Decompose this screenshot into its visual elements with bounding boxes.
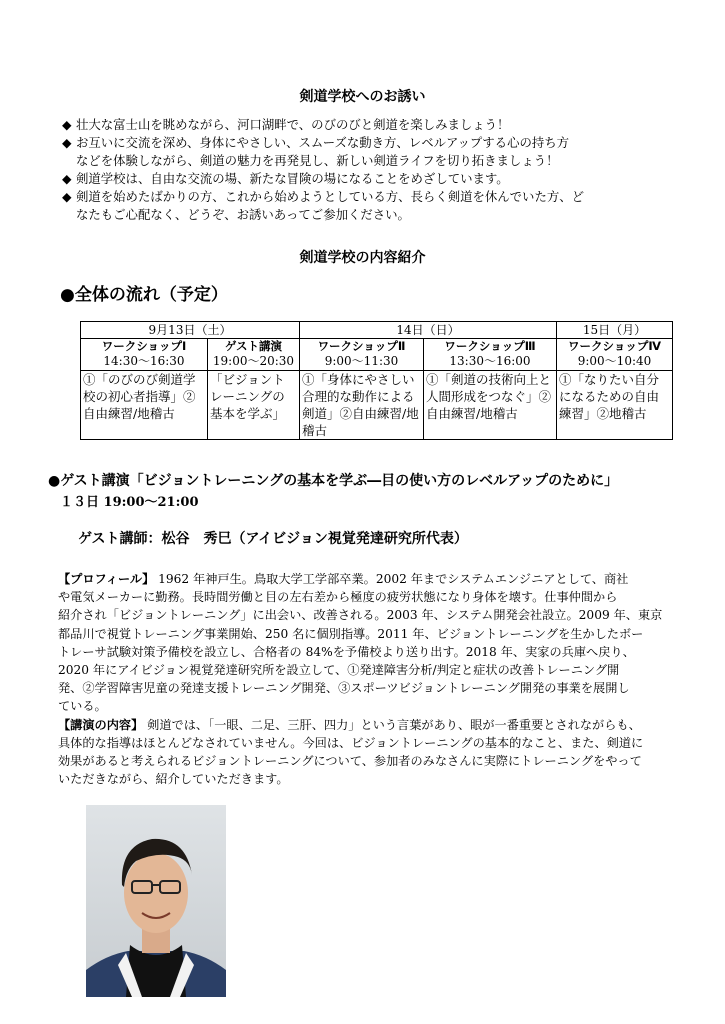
session-name: ゲスト講演 bbox=[224, 339, 283, 353]
bullet-text: お互いに交流を深め、身体にやさしい、スムーズな動き方、レベルアップする心の持ち方 bbox=[76, 135, 570, 150]
session-time: 9:00〜11:30 bbox=[324, 354, 399, 368]
lecture-label: 【講演の内容】 bbox=[58, 717, 144, 732]
profile-line: ている。 bbox=[58, 699, 107, 714]
day-header: 15日（月） bbox=[557, 322, 673, 339]
session-time: 13:30〜16:00 bbox=[449, 354, 531, 368]
session-content: 「ビジョントレーニングの基本を学ぶ」 bbox=[208, 371, 300, 440]
session-name: ワークショップⅡ bbox=[317, 339, 406, 353]
invite-bullet-line bbox=[62, 188, 672, 206]
invite-bullet-line: などを体験しながら、剣道の魅力を再発見し、新しい剣道ライフを切り拓きましょう！ bbox=[76, 153, 559, 168]
profile-line: トレーサ試験対策予備校を設立し、合格者の 84%を予備校より送り出す。2018 年、実家の兵庫へ戻り、 bbox=[58, 644, 635, 659]
diamond-bullet-icon: ◆ bbox=[62, 189, 72, 204]
session-time: 9:00〜10:40 bbox=[577, 354, 652, 368]
guest-time: １３日 19:00〜21:00 bbox=[60, 495, 199, 510]
lecturer-photo bbox=[86, 805, 226, 997]
invite-bullet-line bbox=[62, 170, 672, 188]
guest-lecturer: ゲスト講師：松谷 秀巳（アイビジョン視覚発達研究所代表） bbox=[78, 531, 468, 547]
bullet-text: 剣道を始めたばかりの方、これから始めようとしている方、長らく剣道を休んでいた方、ど bbox=[76, 189, 585, 204]
session-time: 19:00〜20:30 bbox=[212, 354, 295, 368]
profile-line: 紹介され「ビジョントレーニング」に出会い、改善される。2003 年、システム開発会社設立。2009 年、東京 bbox=[58, 608, 663, 623]
profile-text bbox=[58, 570, 668, 788]
invite-bullet-line bbox=[62, 116, 672, 134]
lecture-line: 効果があると考えられるビジョントレーニングについて、参加者のみなさんに実際にトレーニングをやって bbox=[58, 754, 642, 769]
guest-heading: ●ゲスト講演「ビジョントレーニングの基本を学ぶ―目の使い方のレベルアップのために」 bbox=[48, 473, 619, 489]
profile-line: 1962 年神戸生。鳥取大学工学部卒業。2002 年までシステムエンジニアとして、商社 bbox=[154, 572, 629, 586]
lecture-line: 具体的な指導はほとんどなされていません。今回は、ビジョントレーニングの基本的なこと、また、剣道に bbox=[58, 735, 644, 750]
session-header bbox=[424, 339, 557, 371]
profile-line: 都品川で視覚トレーニング事業開始、250 名に個別指導。2011 年、ビジョントレーニングを生かしたボー bbox=[58, 626, 644, 641]
diamond-bullet-icon: ◆ bbox=[62, 135, 72, 150]
session-content: ①「なりたい自分になるための自由練習」②地稽古 bbox=[557, 371, 673, 440]
diamond-bullet-icon: ◆ bbox=[62, 117, 72, 132]
session-content: ①「剣道の技術向上と人間形成をつなぐ」②自由練習/地稽古 bbox=[424, 371, 557, 440]
session-header bbox=[557, 339, 673, 371]
bullet-text: 剣道学校は、自由な交流の場、新たな冒険の場になることをめざしています。 bbox=[76, 171, 509, 186]
flow-heading: ●全体の流れ（予定） bbox=[60, 285, 228, 305]
invite-bullet-line bbox=[62, 134, 672, 152]
lecture-line: いただきながら、紹介していただきます。 bbox=[58, 772, 289, 787]
invite-title: 剣道学校へのお誘い bbox=[299, 89, 426, 105]
bullet-text: 壮大な富士山を眺めながら、河口湖畔で、のびのびと剣道を楽しみましょう！ bbox=[76, 117, 510, 132]
contents-title: 剣道学校の内容紹介 bbox=[299, 250, 426, 266]
lecture-line: 剣道では、「一眼、二足、三肝、四力」という言葉があり、眼が一番重要とされながらも、 bbox=[143, 717, 641, 732]
profile-line: や電気メーカーに勤務。長時間労働と目の左右差から極度の疲労状態になり身体を壊す。仕事仲間から bbox=[58, 590, 618, 605]
session-name: ワークショップⅠ bbox=[101, 339, 187, 353]
session-name: ワークショップⅣ bbox=[568, 339, 661, 353]
session-name: ワークショップⅢ bbox=[444, 339, 536, 353]
session-header bbox=[208, 339, 300, 371]
profile-label: 【プロフィール】 bbox=[58, 572, 155, 586]
diamond-bullet-icon: ◆ bbox=[62, 171, 72, 186]
session-header bbox=[81, 339, 208, 371]
session-content: ①「のびのび剣道学校の初心者指導」②自由練習/地稽古 bbox=[81, 371, 208, 440]
day-header: 14日（日） bbox=[300, 322, 557, 339]
day-header: 9月13日（土） bbox=[81, 322, 300, 339]
session-time: 14:30〜16:30 bbox=[103, 354, 185, 368]
schedule-table bbox=[80, 321, 673, 440]
invite-bullets bbox=[62, 116, 672, 224]
session-header bbox=[300, 339, 424, 371]
session-content: ①「身体にやさしい合理的な動作による剣道」②自由練習/地稽古 bbox=[300, 371, 424, 440]
profile-line: 発、②学習障害児童の発達支援トレーニング開発、③スポーツビジョントレーニング開発の事業を展開し bbox=[58, 681, 630, 696]
invite-bullet-line: なたもご心配なく、どうぞ、お誘いあってご参加ください。 bbox=[76, 207, 410, 222]
profile-line: 2020 年にアイビジョン視覚発達研究所を設立して、①発達障害分析/判定と症状の改善トレーニング開 bbox=[58, 663, 620, 678]
